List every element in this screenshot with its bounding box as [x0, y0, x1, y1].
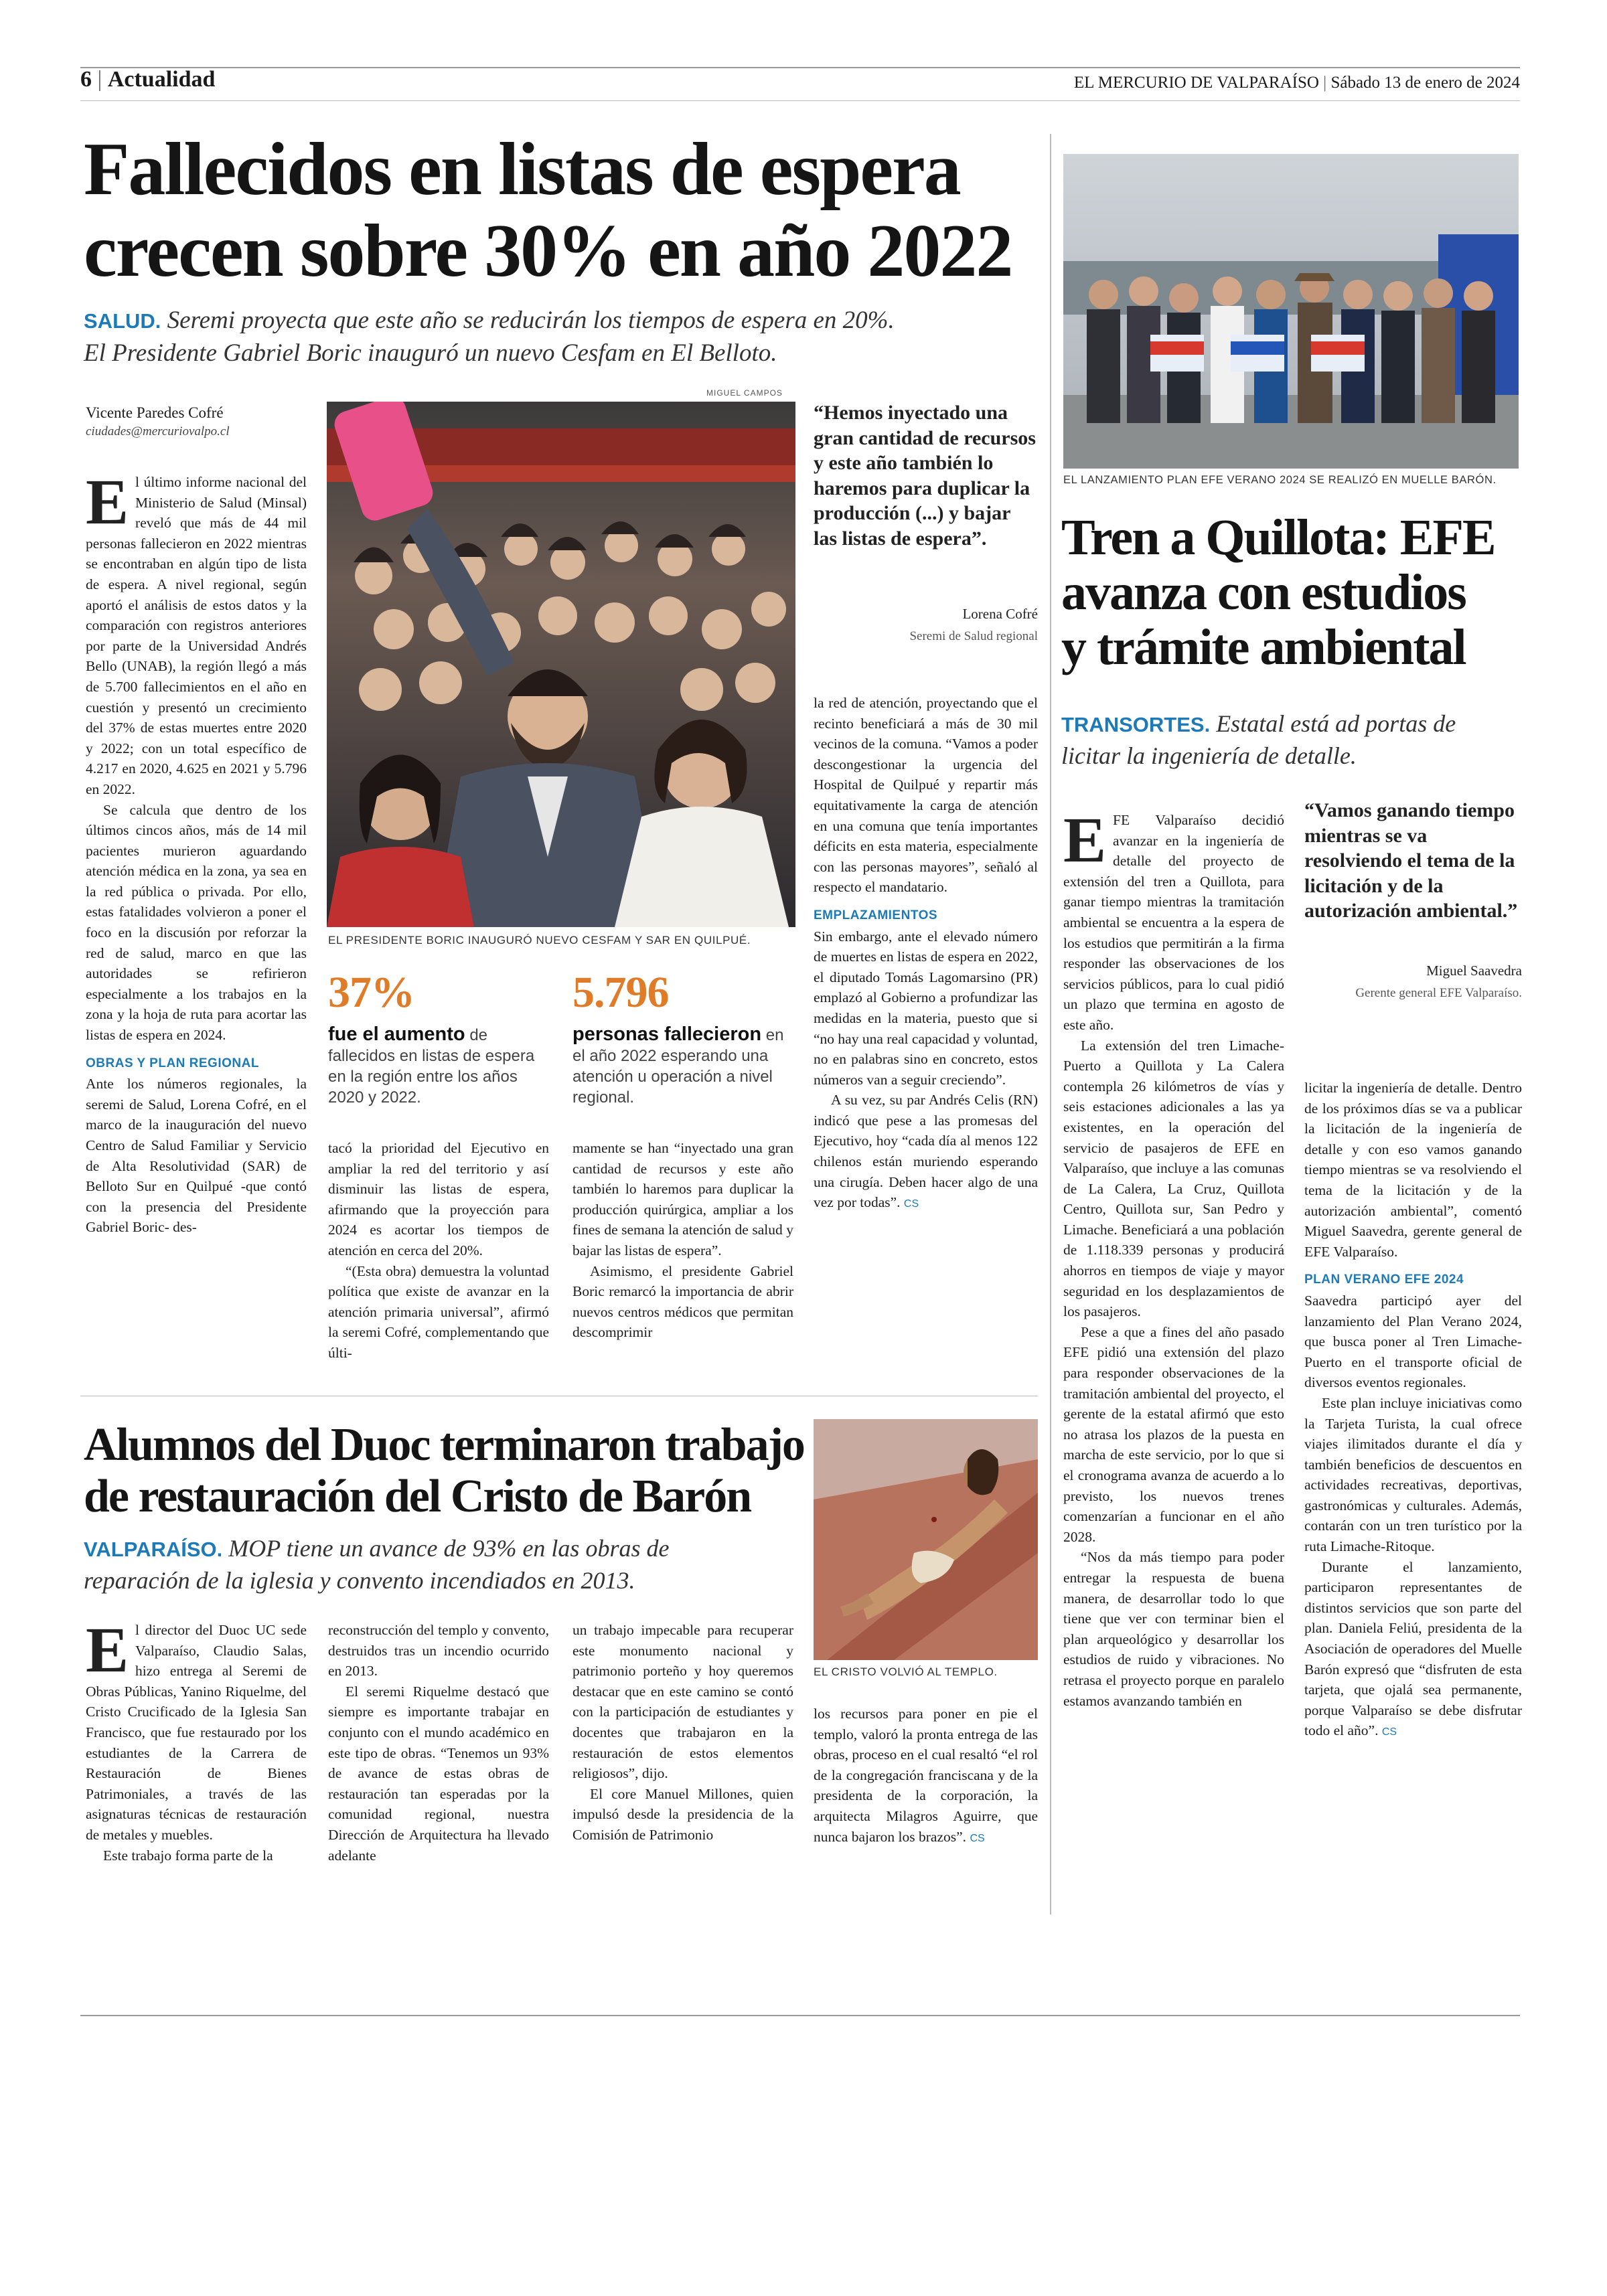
article1-col3-p1: mamente se han “inyectado una gran cantidad de recursos y este año también lo haremos para duplicar la producción quirúrgica, ampliar a los fines de semana la atención de salud y bajar las listas de espera”.	[572, 1140, 793, 1258]
article3-end-mark: CS	[970, 1832, 985, 1844]
article2-col1	[1063, 804, 1284, 1711]
paper-name: EL MERCURIO DE VALPARAÍSO	[1073, 74, 1319, 92]
article3-headline-line2: de restauración del Cristo de Barón	[84, 1471, 751, 1522]
stat1-desc: de fallecidos en listas de espera en la región entre los años 2020 y 2022.	[328, 1026, 535, 1106]
stat2-value: 5.796	[572, 968, 669, 1017]
article1-col4-p3: A su vez, su par Andrés Celis (RN) indicó que pese a las promesas del Ejecutivo, hoy “cada día al menos 122 chilenos están muriendo esperando una cirugía. Deben hacer algo de una vez por todas”.	[814, 1092, 1038, 1211]
article1-col3-p2: Asimismo, el presidente Gabriel Boric remarcó la importancia de abrir nuevos centros médicos que permitan descomprimir	[572, 1262, 793, 1341]
article2-section-tag: TRANSORTES.	[1061, 713, 1211, 736]
article2-photo-caption: EL LANZAMIENTO PLAN EFE VERANO 2024 SE REALIZÓ EN MUELLE BARÓN.	[1063, 474, 1497, 486]
article2-col1-p3: Pese a que a fines del año pasado EFE pidió una extensión del plazo para responder observaciones de la tramitación ambiental del proyecto, el gerente de la estatal afirmó que esto no atrasa los plazos de la puesta en marcha de este servicio, por lo que si el cronograma avanza de acuerdo a lo previsto, los nuevos trenes comenzarían a funcionar en el año 2028.	[1063, 1323, 1284, 1545]
article1-col2-p1: tacó la prioridad del Ejecutivo en ampliar la red del territorio y así disminuir las listas de espera, afirmando que la proyección para 2024 es acortar los tiempos de atención en cerca del 20%.	[328, 1140, 549, 1258]
article2-pull-quote: “Vamos ganando tiempo mientras se va resolviendo el tema de la licitación y de la autorización ambiental.”	[1304, 799, 1518, 922]
stat1-bold: fue el aumento	[328, 1023, 465, 1045]
issue-date: Sábado 13 de enero de 2024	[1330, 74, 1520, 92]
author-email: ciudades@mercuriovalpo.cl	[86, 424, 230, 438]
selfie-crowd-image	[327, 402, 795, 927]
article2-quote-role: Gerente general EFE Valparaíso.	[1355, 986, 1522, 1000]
article2-photo	[1063, 154, 1519, 469]
article2-col2-p1: licitar la ingeniería de detalle. Dentro de los próximos días se va a publicar la licitación de la ingeniería de detalle y con eso vamos ganando tiempo mientras se va resolviendo el tema de la licitación y de la autorización ambiental”, comentó Miguel Saavedra, gerente general de EFE Valparaíso.	[1304, 1080, 1522, 1260]
article3-dek	[84, 1533, 820, 1596]
article1-col3	[572, 1138, 793, 1343]
article3-photo-caption: EL CRISTO VOLVIÓ AL TEMPLO.	[814, 1665, 998, 1678]
article1-subhead-emplazamientos: EMPLAZAMIENTOS	[814, 908, 938, 922]
article3-section-tag: VALPARAÍSO.	[84, 1538, 223, 1561]
stat1-value: 37%	[328, 968, 414, 1017]
author-name: Vicente Paredes Cofré	[86, 404, 224, 421]
article3-col3	[572, 1620, 793, 1846]
article2-headline-line2: avanza con estudios	[1061, 564, 1466, 621]
article1-section-tag: SALUD.	[84, 309, 161, 333]
article2-end-mark: CS	[1381, 1726, 1397, 1738]
article2-headline	[1061, 510, 1523, 675]
article1-dropcap: E	[86, 466, 129, 538]
article2-quote-name: Miguel Saavedra	[1426, 963, 1522, 979]
article3-dek-line1: MOP tiene un avance de 93% en las obras de	[228, 1535, 670, 1562]
article1-headline-line2: crecen sobre 30% en año 2022	[84, 209, 1012, 293]
article1-col1	[86, 466, 307, 1238]
article3-headline-line1: Alumnos del Duoc terminaron trabajo	[84, 1419, 804, 1471]
masthead-left: 6 | Actualidad	[80, 67, 216, 92]
efe-launch-group-image	[1063, 154, 1519, 469]
article3-col1	[86, 1614, 307, 1866]
article3-col2-p1: reconstrucción del templo y convento, destruidos tras un incendio ocurrido en 2013.	[328, 1622, 549, 1679]
masthead-right: EL MERCURIO DE VALPARAÍSO | Sábado 13 de enero de 2024	[1073, 74, 1520, 92]
masthead-bottom-rule	[80, 100, 1520, 101]
article3-headline	[84, 1419, 807, 1522]
article1-col2-p2: “(Esta obra) demuestra la voluntad política que existe de avanzar en la atención primaria universal”, afirmó la seremi Cofré, complementando que últi-	[328, 1262, 549, 1361]
article1-byline	[86, 404, 230, 439]
article1-pull-quote: “Hemos inyectado una gran cantidad de recursos y este año también lo haremos para duplicar la producción (...) y bajar las listas de espera”.	[814, 402, 1036, 550]
article2-col2-p2: Saavedra participó ayer del lanzamiento del Plan Verano 2024, que busca poner al Tren Limache-Puerto en el transporte oficial de diversos eventos regionales.	[1304, 1292, 1522, 1391]
article3-col1-p1: l director del Duoc UC sede Valparaíso, Claudio Salas, hizo entrega al Seremi de Obras Públicas, Yanino Riquelme, del Cristo Crucificado de la Iglesia San Francisco, que fue restaurado por los estudiantes de la Carrera de Restauración de Bienes Patrimoniales, a través de las asignaturas técnicas de restauración de metales y muebles.	[86, 1622, 307, 1843]
article1-photo-credit: MIGUEL CAMPOS	[706, 388, 783, 398]
article1-subhead-obras: OBRAS Y PLAN REGIONAL	[86, 1056, 259, 1070]
article3-col4	[814, 1704, 1038, 1849]
stat2-text	[572, 1024, 793, 1108]
article2-headline-line1: Tren a Quillota: EFE	[1061, 509, 1495, 566]
page-number: 6	[80, 67, 92, 92]
article1-quote-name: Lorena Cofré	[962, 606, 1038, 622]
article2-col1-p1: FE Valparaíso decidió avanzar en la ingeniería de detalle del proyecto de extensión del tren a Quillota, para ganar tiempo mientras la tramitación ambiental se encuentra a la espera de los estudios que permitirán a la firma responder las observaciones de los servicios públicos, para lo cual pidió un plazo que termina en agosto de este año.	[1063, 812, 1284, 1033]
article2-col2-p4: Durante el lanzamiento, participaron representantes de distintos servicios que son parte del plan. Daniela Feliú, presidenta de la Asociación de operadores del Muelle Barón expresó que “disfruten de esta tarjeta, que ojalá sea permanente, porque Valparaíso se debe disfrutar todo el año”.	[1304, 1558, 1522, 1739]
article1-headline-line1: Fallecidos en listas de espera	[84, 128, 960, 211]
page-bottom-rule	[80, 2015, 1520, 2016]
article1-quote-role: Seremi de Salud regional	[909, 629, 1038, 643]
article3-col3-p1: un trabajo impecable para recuperar este monumento nacional y patrimonio porteño y hoy queremos destacar que en este camino se contó con la participación de estudiantes y docentes que trabajaron en la restauración de estos elementos religiosos”, dijo.	[572, 1622, 793, 1782]
article2-dropcap: E	[1063, 804, 1107, 876]
stat2-bold: personas fallecieron	[572, 1023, 762, 1045]
article1-end-mark: CS	[903, 1198, 919, 1210]
article2-col1-p4: “Nos da más tiempo para poder entregar la respuesta de buena manera, de desarrollar todo lo que tiene que ver con terminar bien el plan arqueológico y desarrollar los estudios de ruido y vibraciones. No retrasa el proyecto porque en paralelo estamos avanzando también en	[1063, 1549, 1284, 1709]
article3-col2-p2: El seremi Riquelme destacó que siempre es importante trabajar en conjunto con el mundo académico en este tipo de obras. “Tenemos un 93% de avance de estas obras de restauración tan esperadas por la comunidad regional, nuestra Dirección de Arquitectura ha llevado adelante	[328, 1683, 549, 1864]
article2-dek-line2: licitar la ingeniería de detalle.	[1061, 742, 1357, 769]
article1-col4-p2: Sin embargo, ante el elevado número de muertes en listas de espera en 2022, el diputado Tomás Lagomarsino (PR) emplazó al Gobierno a profundizar las medidas en la materia, puesto que si “no hay una real capacidad y voluntad, no en palabras sino en concreto, estos números van a seguir creciendo”.	[814, 928, 1038, 1088]
article2-col2-p3: Este plan incluye iniciativas como la Tarjeta Turista, la cual ofrece viajes ilimitados durante el día y también beneficios de descuentos en actividades recreativas, deportivas, gastronómicas y culturales. Además, contarán con un tren turístico por la ruta Limache-Ritoque.	[1304, 1394, 1522, 1555]
article1-col4	[814, 693, 1038, 1215]
article1-dek	[84, 305, 1061, 370]
article1-col1-p3: Ante los números regionales, la seremi de Salud, Lorena Cofré, en el marco de la inauguración del nuevo Centro de Salud Familiar y Servicio de Alta Resolutividad (SAR) de Belloto Sur en Quilpué -que contó con la presencia del Presidente Gabriel Boric- des-	[86, 1076, 307, 1236]
article2-dek-line1: Estatal está ad portas de	[1216, 710, 1456, 737]
article3-col1-p2: Este trabajo forma parte de la	[103, 1847, 273, 1864]
stat2-desc: en el año 2022 esperando una atención u operación a nivel regional.	[572, 1026, 784, 1106]
article2-subhead-plan-verano: PLAN VERANO EFE 2024	[1304, 1273, 1464, 1287]
article1-photo-caption: EL PRESIDENTE BORIC INAUGURÓ NUEVO CESFAM Y SAR EN QUILPUÉ.	[328, 934, 751, 947]
article1-col2	[328, 1138, 549, 1364]
article1-col1-p2: Se calcula que dentro de los últimos cincos años, más de 14 mil pacientes murieron aguardando atención médica en la zona, ya sea en la red pública o privada. Por ello, estas fatalidades volvieron a poner el foco en la discusión por reforzar la red de salud, marco en que las autoridades se refirieron especialmente a los trabajos en la zona y la hoja de ruta para acortar las listas de espera en 2024.	[86, 801, 307, 1044]
article3-col2	[328, 1620, 549, 1866]
article1-dek-line2: El Presidente Gabriel Boric inauguró un nuevo Cesfam en El Belloto.	[84, 339, 777, 367]
column-divider	[1050, 134, 1051, 1914]
stat1-text	[328, 1024, 549, 1108]
article1-photo	[327, 402, 795, 927]
article1-col4-p1: la red de atención, proyectando que el recinto beneficiará a más de 30 mil vecinos de la comuna. “Vamos a poder descongestionar la urgencia del Hospital de Quilpué y repartir más equitativamente la carga de atención en una comuna que tenía importantes déficits en esta materia, especialmente con las personas mayores”, señaló al respecto el mandatario.	[814, 695, 1038, 896]
article3-col4-p1: los recursos para poner en pie el templo, valoró la pronta entrega de las obras, proceso en el cual resaltó “el rol de la congregación franciscana y de la presidenta de la corporación, la arquitecta Milagros Aguirre, que nunca bajaron los brazos”.	[814, 1706, 1038, 1845]
christ-statue-image	[814, 1419, 1038, 1660]
article1-headline	[84, 128, 1061, 293]
article2-headline-line3: y trámite ambiental	[1061, 619, 1466, 676]
masthead-top-rule	[80, 67, 1520, 68]
article3-col3-p2: El core Manuel Millones, quien impulsó desde la presidencia de la Comisión de Patrimonio	[572, 1785, 793, 1843]
article2-dek	[1061, 708, 1523, 772]
article3-dek-line2: reparación de la iglesia y convento incendiados en 2013.	[84, 1566, 635, 1594]
article3-dropcap: E	[86, 1614, 129, 1686]
article1-col1-p1: l último informe nacional del Ministerio de Salud (Minsal) reveló que más de 44 mil personas fallecieron en 2022 mientras se encontraban en algún tipo de lista de espera. A nivel regional, según aportó el análisis de estos datos y la comparación con registros anteriores por parte de la Universidad Andrés Bello (UNAB), la región llegó a más de 5.700 fallecimientos en el año en cuestión y presentó un crecimiento del 37% de estas muertes entre 2020 y 2022; con un total específico de 4.217 en 2020, 4.625 en 2021 y 5.796 en 2022.	[86, 474, 307, 797]
article2-col2	[1304, 1078, 1522, 1743]
article2-col1-p2: La extensión del tren Limache-Puerto a Quillota y La Calera contempla 26 kilómetros de vías y seis estaciones adicionales a las ya existentes, en la operación del servicio de pasajeros de EFE en Valparaíso, que incluye a las comunas de La Calera, La Cruz, Quillota Centro, Quillota sur, San Pedro y Limache. Beneficiará a una población de 1.118.339 personas y producirá ahorros en tiempos de viaje y mayor seguridad en los desplazamientos de los pasajeros.	[1063, 1037, 1284, 1320]
section-name: Actualidad	[107, 67, 216, 92]
article3-photo	[814, 1419, 1038, 1660]
article1-dek-line1: Seremi proyecta que este año se reducirán los tiempos de espera en 20%.	[167, 307, 895, 334]
